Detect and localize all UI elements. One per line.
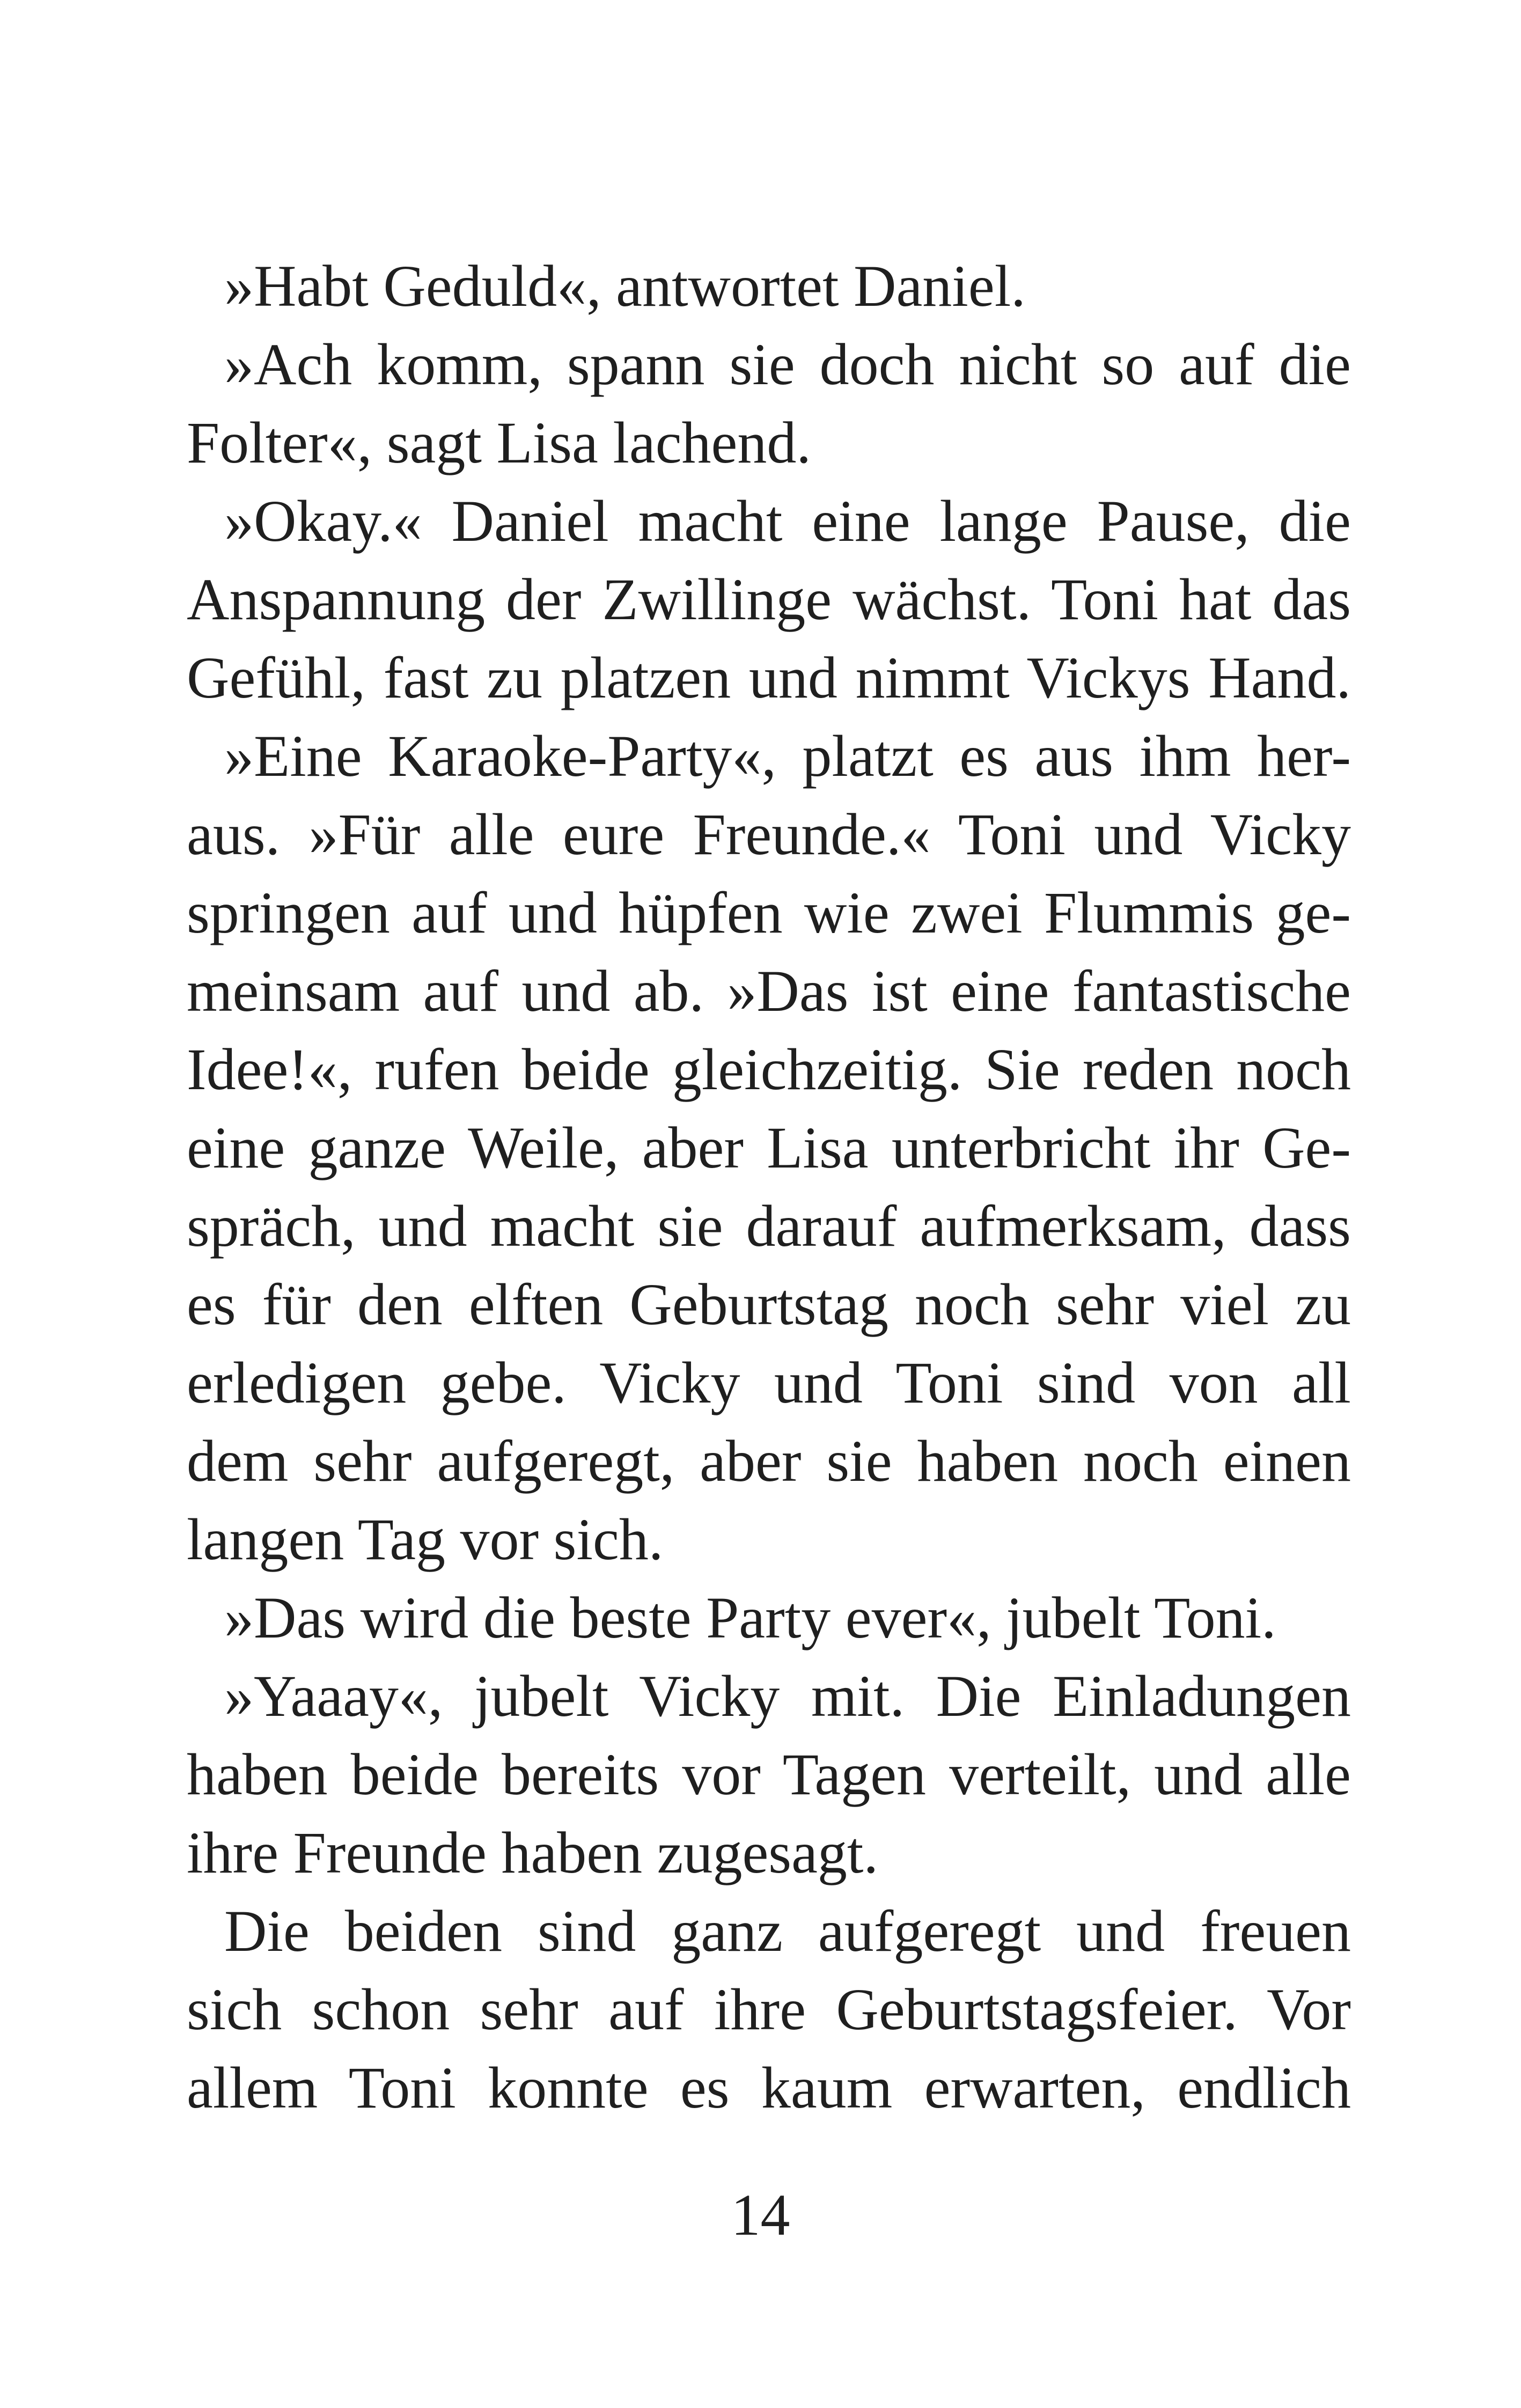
text-line: spräch, und macht sie darauf aufmerksam, dass <box>187 1193 1351 1259</box>
text-line: langen Tag vor sich. <box>187 1507 664 1572</box>
text-line: Gefühl, fast zu platzen und nimmt Vickys Hand. <box>187 645 1351 710</box>
text-line: »Ach komm, spann sie doch nicht so auf die <box>224 332 1351 397</box>
text-line: Die beiden sind ganz aufgeregt und freuen <box>224 1898 1351 1964</box>
text-line: »Eine Karaoke-Party«, platzt es aus ihm her- <box>224 723 1351 789</box>
body-text <box>187 247 1351 2127</box>
text-line: allem Toni konnte es kaum erwarten, endlich <box>187 2055 1351 2120</box>
text-line: Anspannung der Zwillinge wächst. Toni hat das <box>187 567 1351 632</box>
text-line: meinsam auf und ab. »Das ist eine fantastische <box>187 958 1351 1024</box>
text-line: Folter«, sagt Lisa lachend. <box>187 410 811 475</box>
text-line: eine ganze Weile, aber Lisa unterbricht ihr Ge- <box>187 1115 1351 1180</box>
text-line: dem sehr aufgeregt, aber sie haben noch einen <box>187 1428 1351 1494</box>
text-line: sich schon sehr auf ihre Geburtstagsfeier. Vor <box>187 1977 1351 2042</box>
text-line: »Okay.« Daniel macht eine lange Pause, die <box>224 488 1351 554</box>
text-line: es für den elften Geburtstag noch sehr viel zu <box>187 1272 1351 1337</box>
text-line: »Das wird die beste Party ever«, jubelt Toni. <box>224 1585 1276 1650</box>
text-line: springen auf und hüpfen wie zwei Flummis ge- <box>187 880 1351 945</box>
text-line: »Habt Geduld«, antwortet Daniel. <box>224 253 1026 319</box>
text-line: aus. »Für alle eure Freunde.« Toni und Vicky <box>187 802 1351 867</box>
text-line: Idee!«, rufen beide gleichzeitig. Sie reden noch <box>187 1037 1351 1102</box>
text-line: ihre Freunde haben zugesagt. <box>187 1820 878 1885</box>
text-line: haben beide bereits vor Tagen verteilt, und alle <box>187 1742 1351 1807</box>
page-number: 14 <box>731 2182 790 2248</box>
text-line: »Yaaay«, jubelt Vicky mit. Die Einladungen <box>224 1663 1351 1729</box>
text-line: erledigen gebe. Vicky und Toni sind von all <box>187 1350 1351 1415</box>
